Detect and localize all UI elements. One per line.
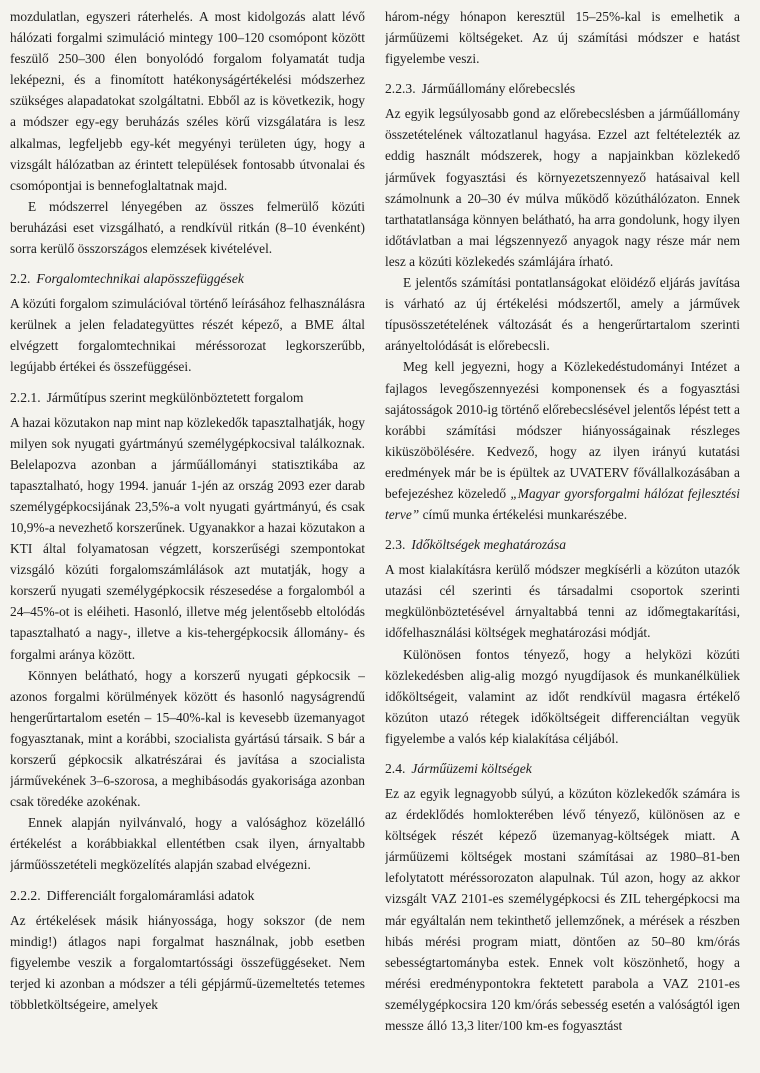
paragraph: Ez az egyik legnagyobb súlyú, a közúton közlekedők számára is az érdeklődés homlokterében lévő tényező, különösen az e költségek részét képező üzemanyag-költségek miatt. A járműüzemi költségek mostani számításai az 1980–81-ben lefolytatott méréssorozaton alapulnak. Túl azon, hogy az akkor vizsgált VAZ 2101-es személygépkocsi és ZIL tehergépkocsi ma már egyáltalán nem tekinthető jellemzőnek, a mérések a részben hibás mérési program miatt, döntően az 50–80 km/órás sebességtartományba estek. Ennek volt köszönhető, hogy a mérési eredménypontokra fektetett parabola a VAZ 2101-es személygépkocsira 120 km/órás sebesség esetén a valóságtól igen messze álló 13,3 liter/100 km-es fogyasztást xyxy=(385,786,740,1034)
paragraph: A közúti forgalom szimulációval történő leírásához felhasználásra kerülnek a jelen feladategyüttes részét képező, a BME által elvégzett forgalomtechnikai méréssorozat legkorszerűbb, legújabb értékei és összefüggései. xyxy=(10,296,365,375)
section-title: Forgalomtechnikai alapösszefüggések xyxy=(36,271,244,287)
paragraph: Különösen fontos tényező, hogy a helyközi közúti közlekedésben alig-alig mozgó nyugdíjasok és munkanélküliek időköltségeit, valamint az időt rendkívül magasra értékelő közúton utazó rétegek időköltségeit differenciáltan vegyük figyelembe a valós kép kialakítása céljából. xyxy=(385,646,740,746)
paragraph-text: Meg kell jegyezni, hogy a Közlekedéstudományi Intézet a fajlagos levegőszennyezési komponensek és a fogyasztási sajátosságok 2010-ig történő előrebecslésével jelentős lépést tett a korábbi számítási módszer hiányosságainak részleges kiküszöbölésére. Kedvező, hogy az ilyen irányú kutatási eredmények már be is épültek az UVATERV fővállalkozásában a befejezéshez közeledő xyxy=(385,359,740,501)
section-heading-2-2-1 xyxy=(10,388,365,408)
section-number: 2.2.3. xyxy=(385,81,416,97)
section-heading-2-4 xyxy=(385,759,740,779)
paragraph: három-négy hónapon keresztül 15–25%-kal is emelhetik a járműüzemi költségeket. Az új számítási módszer e hatást figyelembe veszi. xyxy=(385,9,740,67)
section-heading-2-3 xyxy=(385,535,740,555)
section-number: 2.2.2. xyxy=(10,887,41,903)
section-heading-2-2 xyxy=(10,269,365,289)
paragraph: A hazai közutakon nap mint nap közlekedők tapasztalhatják, hogy milyen sok nyugati gyártmányú személygépkocsival találkoznak. Belelapozva azonban a járműállományi statisztikába az tapasztalható, hogy 1994. január 1-jén az ország 2093 ezer darab személygépkocsijának 23,5%-a volt nyugati gyártmányú, és csak 10,9%-a nevezhető korszerűnek. Ugyanakkor a hazai közutakon a KTI által folyamatosan végzett, korszerűségi szempontokat vizsgáló közúti forgalomszámlálások azt mutatják, hogy a korszerű nyugati személygépkocsik részesedése a forgalomból a 24–45%-ot is eléiheti. Hasonló, illetve még jelentősebb eltolódás tapasztalható a nagy-, illetve a kis-tehergépkocsik állomány- és forgalmi aránya között. xyxy=(10,414,365,662)
paragraph: E jelentős számítási pontatlanságokat elöidéző eljárás javítása is várható az új értékelési módszertől, amely a járművek típusösszetételének változását és a hengerűrtartalom szerinti arányeltolódását is előrebecsli. xyxy=(385,275,740,354)
cited-work-title: „Magyar gyorsforgalmi hálózat fejlesztési terve” xyxy=(385,485,740,523)
paragraph: mozdulatlan, egyszeri ráterhelés. A most kidolgozás alatt lévő hálózati forgalmi szimuláció mintegy 100–120 csomópont között feszülő 250–300 élen bonyolódó forgalom folyamatát tudja leképezni, és a finomított hatékonyságértékelési módszerhez szükséges alapadatokat szolgáltatni. Ebből az is következik, hogy a módszer egy-egy beruházás széles körű vizsgálatára is lesz alkalmas, legfeljebb egy-két megyényi területen úgy, hogy a vizsgált hálózatban az érintett települések fontosabb útvonalai és csomópontjai is bennefoglaltatnak majd. xyxy=(10,9,365,193)
paragraph: Az egyik legsúlyosabb gond az előrebecslésben a járműállomány összetételének változatlanul hagyása. Ezzel azt feltételezték az eddig használt módszerek, hogy a napjainkban közlekedő járművek fogyasztási és környezetszennyező hatásaival kell számolnunk a 20–30 év múlva működő közúthálózaton. Ennek tarthatatlansága könnyen belátható, ha arra gondolunk, hogy ilyen időtávlatban a mai légszennyező anyagok nagy része már nem lesz a közúti közlekedés számlájára írható. xyxy=(385,106,740,269)
section-title: Járműállomány előrebecslés xyxy=(421,81,576,97)
section-heading-2-2-2 xyxy=(10,886,365,906)
section-title: Járműtípus szerint megkülönböztetett forgalom xyxy=(46,389,304,405)
section-number: 2.2. xyxy=(10,271,31,287)
paragraph xyxy=(385,356,740,525)
section-title: Időköltségek meghatározása xyxy=(411,537,567,553)
paragraph: Ennek alapján nyilvánvaló, hogy a valósághoz közelálló értékelést a korábbiakkal ellentétben csak ilyen, árnyaltabb járműösszetételi megközelítés alapján szabad elvégezni. xyxy=(10,815,365,873)
section-number: 2.3. xyxy=(385,537,406,553)
right-column xyxy=(385,6,740,1073)
left-column xyxy=(10,6,365,1073)
section-title: Járműüzemi költségek xyxy=(411,761,532,776)
paragraph: A most kialakításra kerülő módszer megkísérli a közúton utazók utazási cél szerinti és társadalmi csoportok szerinti megkülönböztetésével árnyaltabbá tenni az időmegtakarítási, időfelhasználási költségek meghatározási módját. xyxy=(385,562,740,641)
paragraph-text: című munka értékelési munkarészébe. xyxy=(419,507,628,523)
section-title: Differenciált forgalomáramlási adatok xyxy=(46,887,255,903)
section-number: 2.2.1. xyxy=(10,389,41,405)
paragraph: Az értékelések másik hiányossága, hogy sokszor (de nem mindig!) átlagos napi forgalmat használnak, jobb esetben figyelembe veszik a forgalomtartóssági összefüggéseket. Nem terjed ki azonban a módszer a téli gépjármű-üzemeltetés tetemes többletköltségeire, amelyek xyxy=(10,912,365,1012)
paragraph: Könnyen belátható, hogy a korszerű nyugati gépkocsik – azonos forgalmi körülmények között és hasonló nagyságrendű hengerűrtartalom esetén – 15–40%-kal is kevesebb üzemanyagot fogyasztanak, mint a korábbi, szocialista gyártású társaik. S bár a korszerű gépkocsik alkatrészárai és javítása a szocialista járművekének 3–6-szorosa, a meghibásodás gyakorisága azonban csak töredéke azokénak. xyxy=(10,667,365,810)
section-heading-2-2-3 xyxy=(385,79,740,99)
paragraph: E módszerrel lényegében az összes felmerülő közúti beruházási eset vizsgálható, a rendkívül ritkán (8–10 évenként) sorra kerülő összországos elemzések kivételével. xyxy=(10,198,365,257)
section-number: 2.4. xyxy=(385,761,406,776)
